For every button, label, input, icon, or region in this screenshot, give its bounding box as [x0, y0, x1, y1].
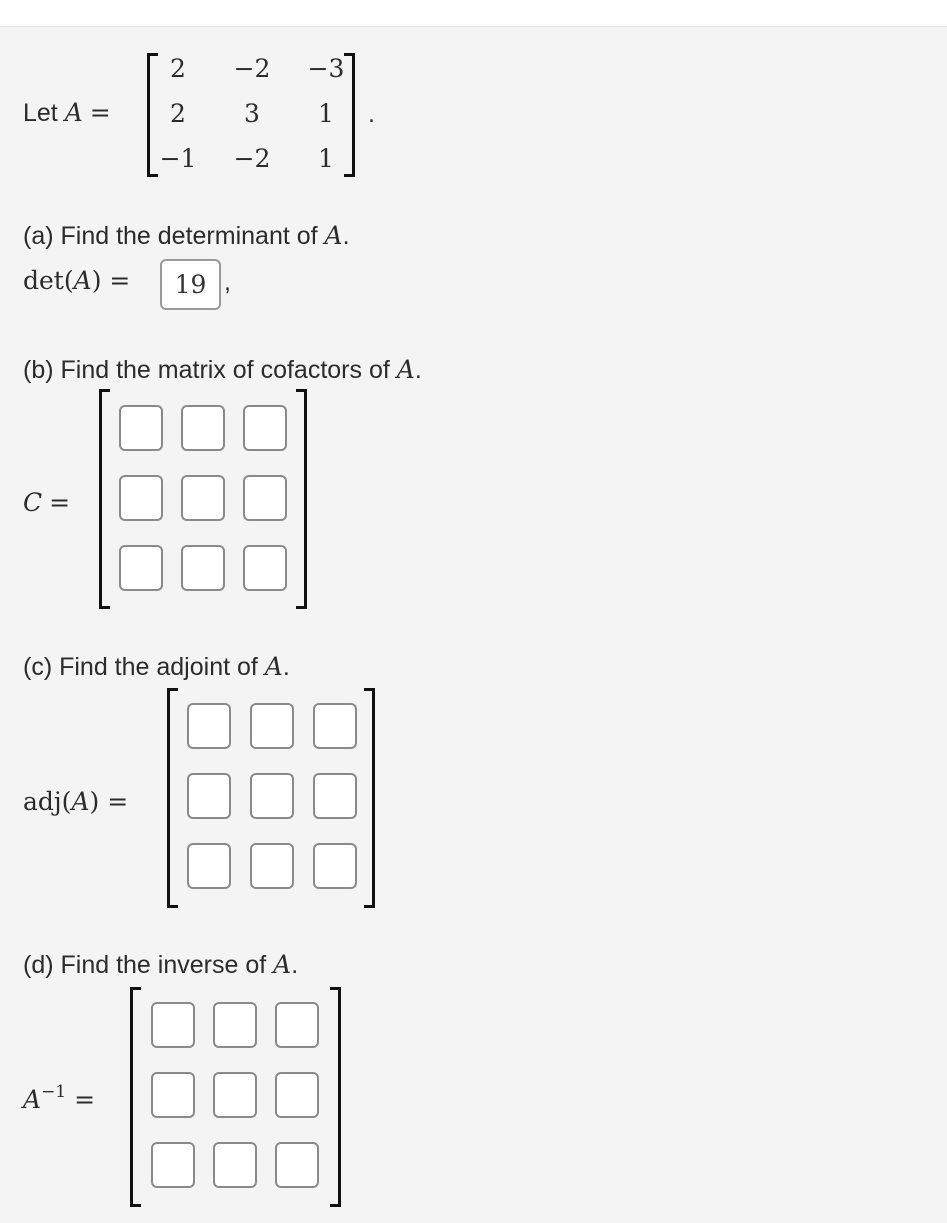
adjoint-input[interactable] [313, 773, 357, 819]
matrix-a-cell: −1 [159, 144, 197, 173]
matrix-a-cell: 2 [170, 54, 186, 83]
left-paren: ( [61, 787, 72, 816]
matrix-a-cell: 1 [318, 144, 334, 173]
inverse-input[interactable] [213, 1072, 257, 1118]
adjoint-input[interactable] [187, 703, 231, 749]
answer-comma: , [224, 268, 231, 296]
let-label: Let [23, 99, 58, 127]
left-paren: ( [63, 266, 74, 295]
equals-sign: = [109, 266, 131, 295]
left-bracket [99, 389, 110, 609]
part-b-period: . [414, 356, 422, 384]
inverse-input[interactable] [151, 1002, 195, 1048]
left-bracket [130, 987, 141, 1207]
det-function: det [23, 266, 64, 295]
part-a-prompt [23, 221, 350, 251]
adjoint-input[interactable] [313, 703, 357, 749]
matrix-a-cell: 1 [318, 99, 334, 128]
matrix-a-cell: 3 [244, 99, 260, 128]
adjoint-input[interactable] [187, 773, 231, 819]
matrix-a-cell: −3 [307, 54, 345, 83]
matrix-a-cell: −2 [233, 54, 271, 83]
question-panel [0, 26, 947, 1223]
adjoint-input[interactable] [187, 843, 231, 889]
cofactor-input[interactable] [119, 475, 163, 521]
equals-sign: = [49, 488, 71, 517]
part-a-period: . [342, 222, 350, 250]
right-bracket [330, 987, 341, 1207]
adjoint-input[interactable] [313, 843, 357, 889]
inverse-input[interactable] [151, 1072, 195, 1118]
adj-var: A [71, 787, 90, 816]
adj-function: adj [23, 787, 62, 816]
cofactor-var: C [23, 488, 43, 517]
adjoint-input[interactable] [250, 773, 294, 819]
determinant-answer-input[interactable]: 19 [160, 259, 221, 310]
cofactor-input[interactable] [243, 545, 287, 591]
cofactor-input[interactable] [181, 475, 225, 521]
left-bracket [167, 688, 178, 908]
inverse-var: A [23, 1085, 42, 1114]
part-b-prompt [23, 355, 422, 385]
det-expression [23, 266, 130, 295]
statement-period: . [368, 100, 375, 128]
matrix-a-cell: 2 [170, 99, 186, 128]
inverse-input[interactable] [275, 1142, 319, 1188]
inverse-input[interactable] [213, 1002, 257, 1048]
inverse-lhs [23, 1082, 96, 1114]
inverse-input[interactable] [275, 1002, 319, 1048]
right-paren: ) [89, 787, 100, 816]
det-var: A [73, 266, 92, 295]
part-a-prompt-text: (a) Find the determinant of [23, 222, 318, 250]
cofactor-input[interactable] [119, 405, 163, 451]
adjoint-input[interactable] [250, 843, 294, 889]
cofactor-input[interactable] [243, 475, 287, 521]
let-statement [23, 98, 111, 128]
matrix-variable: A [64, 98, 83, 127]
part-d-period: . [291, 951, 299, 979]
part-d-var: A [273, 950, 292, 979]
part-b-var: A [396, 355, 415, 384]
cofactor-input[interactable] [181, 405, 225, 451]
part-c-var: A [264, 652, 283, 681]
right-paren: ) [91, 266, 102, 295]
right-bracket [296, 389, 307, 609]
part-d-prompt-text: (d) Find the inverse of [23, 951, 267, 979]
part-d-prompt [23, 950, 298, 980]
cofactor-lhs [23, 488, 70, 518]
inverse-input[interactable] [151, 1142, 195, 1188]
right-bracket [364, 688, 375, 908]
part-c-prompt-text: (c) Find the adjoint of [23, 653, 258, 681]
cofactor-input[interactable] [243, 405, 287, 451]
part-c-period: . [282, 653, 290, 681]
inverse-input[interactable] [213, 1142, 257, 1188]
part-a-var: A [324, 221, 343, 250]
cofactor-input[interactable] [181, 545, 225, 591]
adjoint-lhs [23, 787, 128, 816]
matrix-a-cell: −2 [233, 144, 271, 173]
cofactor-input[interactable] [119, 545, 163, 591]
adjoint-input[interactable] [250, 703, 294, 749]
part-b-prompt-text: (b) Find the matrix of cofactors of [23, 356, 390, 384]
equals-sign: = [89, 98, 111, 127]
inverse-input[interactable] [275, 1072, 319, 1118]
equals-sign: = [107, 787, 129, 816]
inverse-superscript: −1 [41, 1082, 67, 1102]
equals-sign: = [74, 1085, 96, 1114]
part-c-prompt [23, 652, 290, 682]
